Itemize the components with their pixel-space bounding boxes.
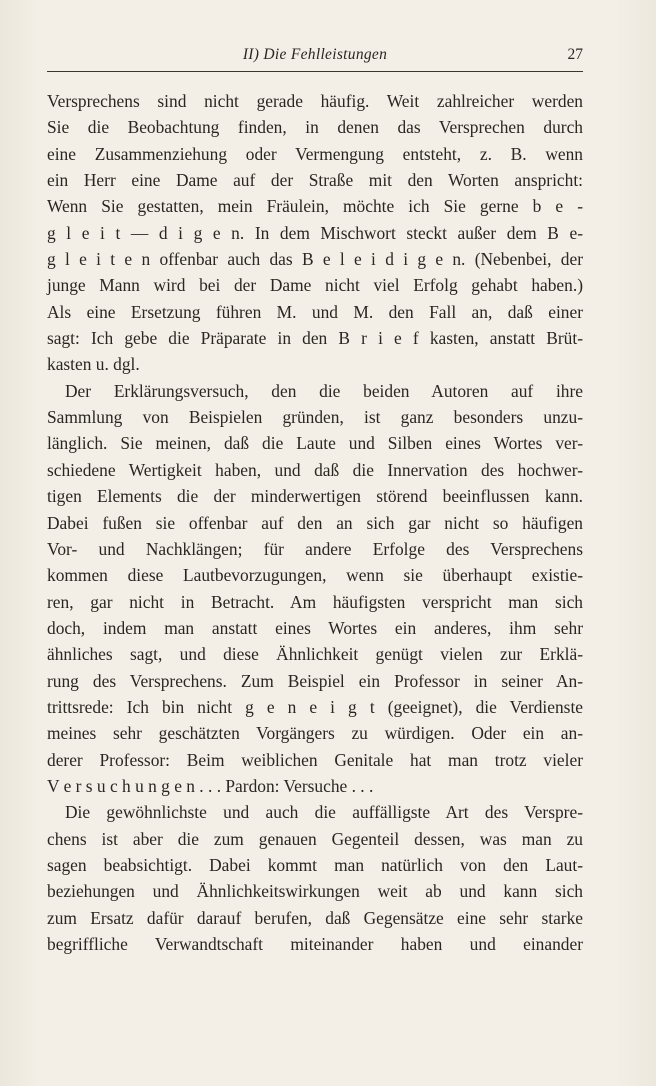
text-line: V e r s u c h u n g e n . . . Pardon: Versuche . . . bbox=[47, 775, 374, 796]
text-line: länglich. Sie meinen, daß die Laute und Silben eines Wortes ver- bbox=[47, 433, 583, 454]
page-number: 27 bbox=[567, 46, 583, 63]
text-line: kommen diese Lautbevorzugungen, wenn sie überhaupt existie- bbox=[47, 565, 583, 586]
text-line: Die gewöhnlichste und auch die auffälligste Art des Verspre- bbox=[65, 802, 583, 823]
header-rule bbox=[47, 71, 583, 72]
text-line: rung des Versprechens. Zum Beispiel ein Professor in seiner An- bbox=[47, 670, 583, 691]
text-line: trittsrede: Ich bin nicht g e n e i g t (geeignet), die Verdienste bbox=[47, 696, 583, 717]
text-line: eine Zusammenziehung oder Vermengung entsteht, z. B. wenn bbox=[47, 143, 583, 164]
text-line: Dabei fußen sie offenbar auf den an sich gar nicht so häufigen bbox=[47, 512, 583, 533]
text-line: beziehungen und Ähnlichkeitswirkungen weit ab und kann sich bbox=[47, 881, 583, 902]
text-line: chens ist aber die zum genauen Gegenteil dessen, was man zu bbox=[47, 828, 583, 849]
text-line: Sammlung von Beispielen gründen, ist ganz besonders unzu- bbox=[47, 407, 583, 428]
running-header bbox=[47, 44, 583, 70]
text-line: Der Erklärungsversuch, den die beiden Autoren auf ihre bbox=[65, 380, 583, 401]
text-line: Als eine Ersetzung führen M. und M. den Fall an, daß einer bbox=[47, 301, 583, 322]
text-line: Sie die Beobachtung finden, in denen das Versprechen durch bbox=[47, 117, 583, 138]
running-title: II) Die Fehlleistungen bbox=[242, 46, 388, 63]
text-line: kasten u. dgl. bbox=[47, 354, 140, 375]
text-line: tigen Elements die der minderwertigen störend beeinflussen kann. bbox=[47, 486, 583, 507]
text-line: junge Mann wird bei der Dame nicht viel Erfolg gehabt haben.) bbox=[47, 275, 583, 296]
text-line: ein Herr eine Dame auf der Straße mit den Worten anspricht: bbox=[47, 170, 583, 191]
text-line: Versprechens sind nicht gerade häufig. Weit zahlreicher werden bbox=[47, 91, 583, 111]
text-line: Wenn Sie gestatten, mein Fräulein, möchte ich Sie gerne b e - bbox=[47, 196, 583, 217]
text-line: begriffliche Verwandtschaft miteinander haben und einander bbox=[47, 934, 583, 954]
text-line: meines sehr geschätzten Vorgängers zu würdigen. Oder ein an- bbox=[47, 723, 583, 744]
text-line: doch, indem man anstatt eines Wortes ein anderes, ihm sehr bbox=[47, 617, 583, 638]
text-line: ren, gar nicht in Betracht. Am häufigsten verspricht man sich bbox=[47, 591, 583, 612]
text-line: g l e i t — d i g e n. In dem Mischwort steckt außer dem B e- bbox=[47, 222, 583, 243]
text-line: zum Ersatz dafür darauf berufen, daß Gegensätze eine sehr starke bbox=[47, 907, 583, 928]
text-line: sagt: Ich gebe die Präparate in den B r i e f kasten, anstatt Brüt- bbox=[47, 328, 583, 349]
text-line: schiedene Wertigkeit haben, und daß die Innervation des hochwer- bbox=[47, 459, 583, 480]
text-line: derer Professor: Beim weiblichen Genitale hat man trotz vieler bbox=[47, 749, 583, 770]
text-line: g l e i t e n offenbar auch das B e l e i d i g e n. (Nebenbei, der bbox=[47, 249, 583, 270]
text-line: ähnliches sagt, und diese Ähnlichkeit genügt vielen zur Erklä- bbox=[47, 644, 583, 665]
text-line: Vor- und Nachklängen; für andere Erfolge des Versprechens bbox=[47, 538, 583, 559]
text-line: sagen beabsichtigt. Dabei kommt man natürlich von den Laut- bbox=[47, 854, 583, 875]
body-text bbox=[47, 88, 583, 957]
